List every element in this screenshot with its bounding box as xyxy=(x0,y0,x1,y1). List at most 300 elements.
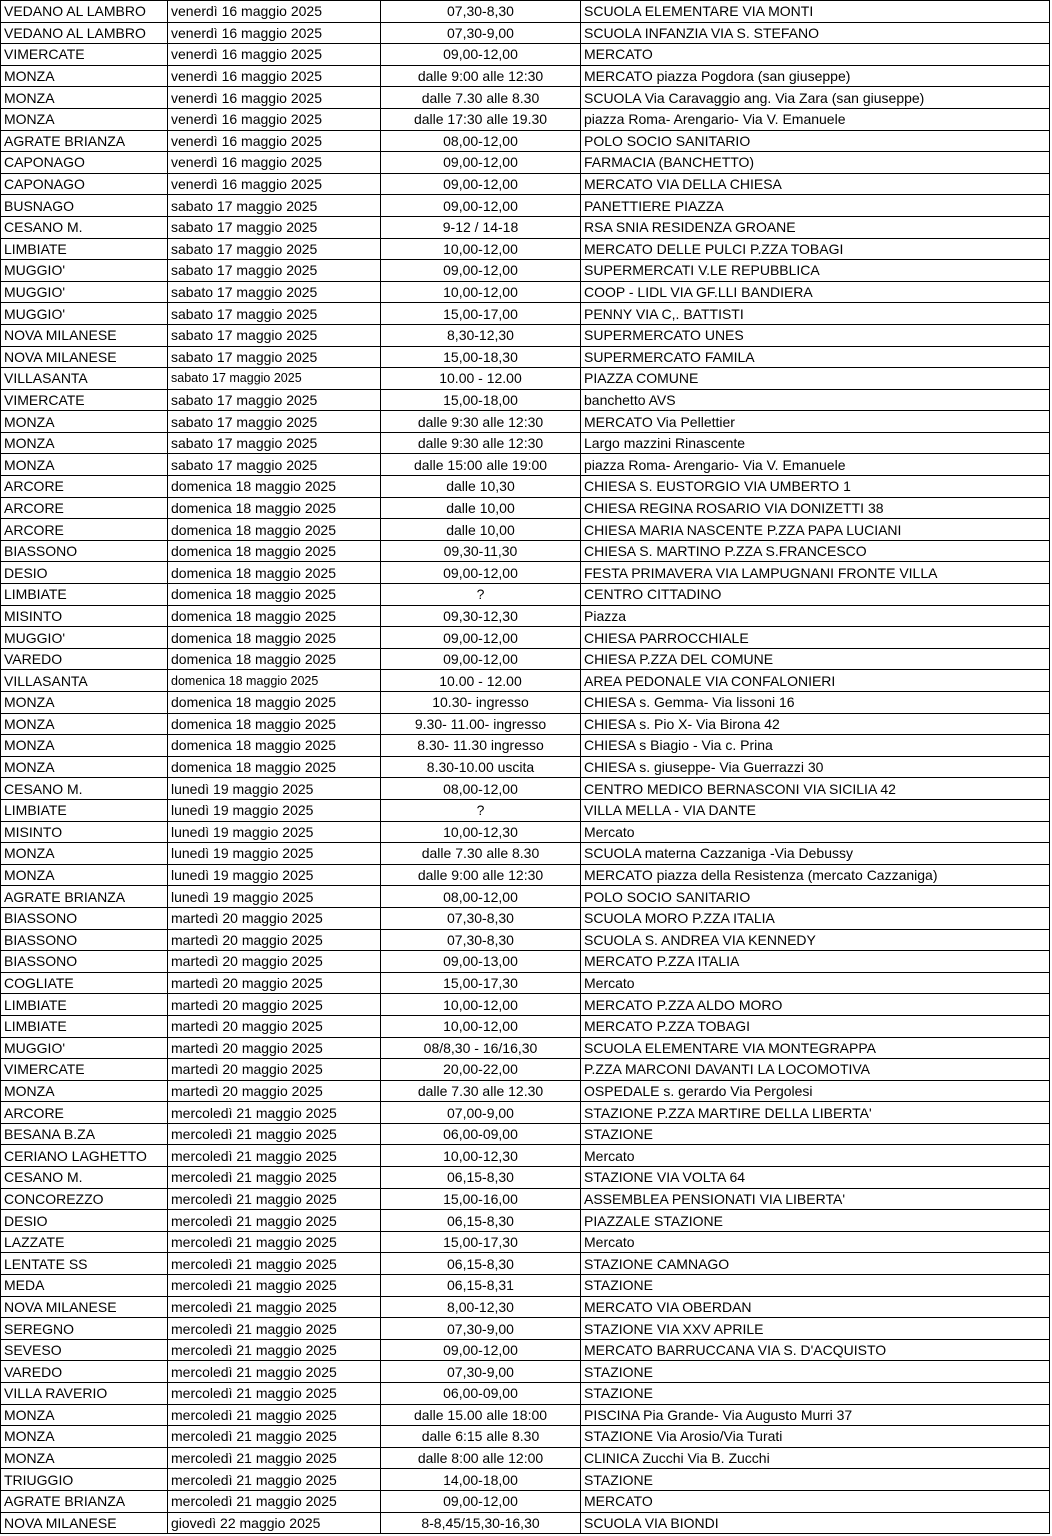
table-row xyxy=(1,605,1050,627)
date-cell: mercoledì 21 maggio 2025 xyxy=(168,1123,381,1145)
city-cell: LIMBIATE xyxy=(1,799,168,821)
time-cell: 06,00-09,00 xyxy=(381,1383,581,1405)
date-cell: domenica 18 maggio 2025 xyxy=(168,670,381,692)
table-row xyxy=(1,1059,1050,1081)
city-cell: MISINTO xyxy=(1,605,168,627)
place-cell: MERCATO BARRUCCANA VIA S. D'ACQUISTO xyxy=(581,1339,1050,1361)
table-row xyxy=(1,1318,1050,1340)
time-cell: dalle 15.00 alle 18:00 xyxy=(381,1404,581,1426)
place-cell: CHIESA s. giuseppe- Via Guerrazzi 30 xyxy=(581,756,1050,778)
table-row xyxy=(1,281,1050,303)
date-cell: sabato 17 maggio 2025 xyxy=(168,260,381,282)
place-cell: CHIESA S. EUSTORGIO VIA UMBERTO 1 xyxy=(581,476,1050,498)
place-cell: STAZIONE VIA VOLTA 64 xyxy=(581,1167,1050,1189)
table-row xyxy=(1,1037,1050,1059)
place-cell: piazza Roma- Arengario- Via V. Emanuele xyxy=(581,108,1050,130)
place-cell: CHIESA PARROCCHIALE xyxy=(581,627,1050,649)
table-row xyxy=(1,670,1050,692)
city-cell: CAPONAGO xyxy=(1,152,168,174)
time-cell: 06,15-8,31 xyxy=(381,1275,581,1297)
time-cell: 09,00-13,00 xyxy=(381,951,581,973)
place-cell: CHIESA MARIA NASCENTE P.ZZA PAPA LUCIANI xyxy=(581,519,1050,541)
city-cell: MONZA xyxy=(1,454,168,476)
date-cell: domenica 18 maggio 2025 xyxy=(168,692,381,714)
date-cell: mercoledì 21 maggio 2025 xyxy=(168,1296,381,1318)
place-cell: FARMACIA (BANCHETTO) xyxy=(581,152,1050,174)
time-cell: 09,00-12,00 xyxy=(381,173,581,195)
time-cell: 15,00-17,30 xyxy=(381,1231,581,1253)
time-cell: 09,00-12,00 xyxy=(381,1339,581,1361)
time-cell: 9-12 / 14-18 xyxy=(381,216,581,238)
date-cell: lunedì 19 maggio 2025 xyxy=(168,886,381,908)
city-cell: DESIO xyxy=(1,562,168,584)
time-cell: dalle 10,30 xyxy=(381,476,581,498)
city-cell: MONZA xyxy=(1,432,168,454)
table-row xyxy=(1,1015,1050,1037)
time-cell: dalle 9:00 alle 12:30 xyxy=(381,65,581,87)
date-cell: martedì 20 maggio 2025 xyxy=(168,951,381,973)
place-cell: Mercato xyxy=(581,1145,1050,1167)
table-row xyxy=(1,713,1050,735)
date-cell: sabato 17 maggio 2025 xyxy=(168,238,381,260)
time-cell: 09,00-12,00 xyxy=(381,562,581,584)
date-cell: mercoledì 21 maggio 2025 xyxy=(168,1210,381,1232)
date-cell: venerdì 16 maggio 2025 xyxy=(168,152,381,174)
time-cell: 07,30-8,30 xyxy=(381,929,581,951)
date-cell: sabato 17 maggio 2025 xyxy=(168,454,381,476)
place-cell: STAZIONE Via Arosio/Via Turati xyxy=(581,1426,1050,1448)
city-cell: CERIANO LAGHETTO xyxy=(1,1145,168,1167)
city-cell: MONZA xyxy=(1,1447,168,1469)
table-row xyxy=(1,519,1050,541)
time-cell: 15,00-17,30 xyxy=(381,972,581,994)
time-cell: dalle 17:30 alle 19.30 xyxy=(381,108,581,130)
table-row xyxy=(1,735,1050,757)
date-cell: domenica 18 maggio 2025 xyxy=(168,497,381,519)
table-row xyxy=(1,432,1050,454)
time-cell: 10,00-12,00 xyxy=(381,1015,581,1037)
date-cell: mercoledì 21 maggio 2025 xyxy=(168,1361,381,1383)
place-cell: SCUOLA VIA BIONDI xyxy=(581,1512,1050,1534)
city-cell: LIMBIATE xyxy=(1,584,168,606)
table-row xyxy=(1,22,1050,44)
table-row xyxy=(1,1447,1050,1469)
date-cell: martedì 20 maggio 2025 xyxy=(168,1015,381,1037)
place-cell: PISCINA Pia Grande- Via Augusto Murri 37 xyxy=(581,1404,1050,1426)
table-row xyxy=(1,260,1050,282)
city-cell: VIMERCATE xyxy=(1,389,168,411)
time-cell: 15,00-18,30 xyxy=(381,346,581,368)
table-row xyxy=(1,1426,1050,1448)
place-cell: CENTRO CITTADINO xyxy=(581,584,1050,606)
place-cell: CHIESA S. MARTINO P.ZZA S.FRANCESCO xyxy=(581,540,1050,562)
table-row xyxy=(1,1469,1050,1491)
place-cell: banchetto AVS xyxy=(581,389,1050,411)
city-cell: MONZA xyxy=(1,756,168,778)
date-cell: domenica 18 maggio 2025 xyxy=(168,540,381,562)
place-cell: SCUOLA ELEMENTARE VIA MONTEGRAPPA xyxy=(581,1037,1050,1059)
table-row xyxy=(1,778,1050,800)
time-cell: 06,15-8,30 xyxy=(381,1210,581,1232)
date-cell: martedì 20 maggio 2025 xyxy=(168,929,381,951)
table-row xyxy=(1,87,1050,109)
table-row xyxy=(1,1210,1050,1232)
time-cell: 10.00 - 12.00 xyxy=(381,368,581,390)
date-cell: domenica 18 maggio 2025 xyxy=(168,476,381,498)
place-cell: STAZIONE xyxy=(581,1275,1050,1297)
place-cell: Largo mazzini Rinascente xyxy=(581,432,1050,454)
time-cell: 07,30-8,30 xyxy=(381,907,581,929)
city-cell: MONZA xyxy=(1,692,168,714)
time-cell: 09,00-12,00 xyxy=(381,195,581,217)
place-cell: STAZIONE P.ZZA MARTIRE DELLA LIBERTA' xyxy=(581,1102,1050,1124)
date-cell: venerdì 16 maggio 2025 xyxy=(168,22,381,44)
place-cell: CHIESA s. Gemma- Via lissoni 16 xyxy=(581,692,1050,714)
date-cell: lunedì 19 maggio 2025 xyxy=(168,778,381,800)
date-cell: domenica 18 maggio 2025 xyxy=(168,584,381,606)
date-cell: sabato 17 maggio 2025 xyxy=(168,281,381,303)
table-row xyxy=(1,65,1050,87)
time-cell: 09,30-11,30 xyxy=(381,540,581,562)
table-row xyxy=(1,216,1050,238)
city-cell: LENTATE SS xyxy=(1,1253,168,1275)
time-cell: 08,00-12,00 xyxy=(381,778,581,800)
date-cell: venerdì 16 maggio 2025 xyxy=(168,108,381,130)
time-cell: 08/8,30 - 16/16,30 xyxy=(381,1037,581,1059)
time-cell: 09,00-12,00 xyxy=(381,627,581,649)
place-cell: SUPERMERCATI V.LE REPUBBLICA xyxy=(581,260,1050,282)
table-row xyxy=(1,821,1050,843)
city-cell: CESANO M. xyxy=(1,778,168,800)
table-row xyxy=(1,44,1050,66)
time-cell: 10.00 - 12.00 xyxy=(381,670,581,692)
time-cell: 10.30- ingresso xyxy=(381,692,581,714)
place-cell: P.ZZA MARCONI DAVANTI LA LOCOMOTIVA xyxy=(581,1059,1050,1081)
city-cell: SEVESO xyxy=(1,1339,168,1361)
table-row xyxy=(1,994,1050,1016)
city-cell: MONZA xyxy=(1,87,168,109)
table-row xyxy=(1,1123,1050,1145)
date-cell: domenica 18 maggio 2025 xyxy=(168,519,381,541)
table-row xyxy=(1,1,1050,23)
table-row xyxy=(1,195,1050,217)
time-cell: 8,30-12,30 xyxy=(381,324,581,346)
date-cell: domenica 18 maggio 2025 xyxy=(168,756,381,778)
date-cell: lunedì 19 maggio 2025 xyxy=(168,864,381,886)
date-cell: domenica 18 maggio 2025 xyxy=(168,713,381,735)
city-cell: BIASSONO xyxy=(1,540,168,562)
time-cell: 07,30-9,00 xyxy=(381,1318,581,1340)
city-cell: MONZA xyxy=(1,65,168,87)
date-cell: martedì 20 maggio 2025 xyxy=(168,1059,381,1081)
city-cell: TRIUGGIO xyxy=(1,1469,168,1491)
place-cell: STAZIONE CAMNAGO xyxy=(581,1253,1050,1275)
table-row xyxy=(1,324,1050,346)
city-cell: MONZA xyxy=(1,713,168,735)
place-cell: CLINICA Zucchi Via B. Zucchi xyxy=(581,1447,1050,1469)
table-row xyxy=(1,130,1050,152)
place-cell: RSA SNIA RESIDENZA GROANE xyxy=(581,216,1050,238)
place-cell: SCUOLA S. ANDREA VIA KENNEDY xyxy=(581,929,1050,951)
table-row xyxy=(1,972,1050,994)
table-row xyxy=(1,476,1050,498)
city-cell: DESIO xyxy=(1,1210,168,1232)
table-row xyxy=(1,907,1050,929)
table-row xyxy=(1,756,1050,778)
place-cell: MERCATO DELLE PULCI P.ZZA TOBAGI xyxy=(581,238,1050,260)
place-cell: SCUOLA ELEMENTARE VIA MONTI xyxy=(581,1,1050,23)
city-cell: NOVA MILANESE xyxy=(1,1512,168,1534)
place-cell: CENTRO MEDICO BERNASCONI VIA SICILIA 42 xyxy=(581,778,1050,800)
time-cell: 07,30-9,00 xyxy=(381,1361,581,1383)
date-cell: mercoledì 21 maggio 2025 xyxy=(168,1167,381,1189)
table-row xyxy=(1,540,1050,562)
place-cell: STAZIONE xyxy=(581,1383,1050,1405)
table-row xyxy=(1,108,1050,130)
table-row xyxy=(1,497,1050,519)
city-cell: CESANO M. xyxy=(1,216,168,238)
date-cell: mercoledì 21 maggio 2025 xyxy=(168,1188,381,1210)
city-cell: AGRATE BRIANZA xyxy=(1,886,168,908)
table-row xyxy=(1,1490,1050,1512)
time-cell: dalle 7.30 alle 12.30 xyxy=(381,1080,581,1102)
time-cell: 10,00-12,30 xyxy=(381,821,581,843)
place-cell: PIAZZALE STAZIONE xyxy=(581,1210,1050,1232)
city-cell: BIASSONO xyxy=(1,951,168,973)
time-cell: 10,00-12,30 xyxy=(381,1145,581,1167)
place-cell: MERCATO Via Pellettier xyxy=(581,411,1050,433)
date-cell: domenica 18 maggio 2025 xyxy=(168,735,381,757)
date-cell: mercoledì 21 maggio 2025 xyxy=(168,1318,381,1340)
city-cell: MONZA xyxy=(1,1426,168,1448)
place-cell: PIAZZA COMUNE xyxy=(581,368,1050,390)
time-cell: 08,00-12,00 xyxy=(381,886,581,908)
time-cell: 06,15-8,30 xyxy=(381,1253,581,1275)
place-cell: SCUOLA MORO P.ZZA ITALIA xyxy=(581,907,1050,929)
time-cell: dalle 9:30 alle 12:30 xyxy=(381,432,581,454)
table-row xyxy=(1,1404,1050,1426)
table-row xyxy=(1,454,1050,476)
date-cell: mercoledì 21 maggio 2025 xyxy=(168,1102,381,1124)
time-cell: dalle 9:30 alle 12:30 xyxy=(381,411,581,433)
date-cell: mercoledì 21 maggio 2025 xyxy=(168,1383,381,1405)
place-cell: CHIESA s. Pio X- Via Birona 42 xyxy=(581,713,1050,735)
table-row xyxy=(1,173,1050,195)
date-cell: venerdì 16 maggio 2025 xyxy=(168,65,381,87)
time-cell: 20,00-22,00 xyxy=(381,1059,581,1081)
date-cell: sabato 17 maggio 2025 xyxy=(168,216,381,238)
time-cell: 06,00-09,00 xyxy=(381,1123,581,1145)
place-cell: MERCATO P.ZZA ITALIA xyxy=(581,951,1050,973)
date-cell: sabato 17 maggio 2025 xyxy=(168,346,381,368)
table-row xyxy=(1,238,1050,260)
table-row xyxy=(1,1102,1050,1124)
place-cell: FESTA PRIMAVERA VIA LAMPUGNANI FRONTE VILLA xyxy=(581,562,1050,584)
date-cell: sabato 17 maggio 2025 xyxy=(168,324,381,346)
time-cell: 07,30-9,00 xyxy=(381,22,581,44)
date-cell: martedì 20 maggio 2025 xyxy=(168,1037,381,1059)
place-cell: MERCATO xyxy=(581,44,1050,66)
table-row xyxy=(1,951,1050,973)
place-cell: SCUOLA INFANZIA VIA S. STEFANO xyxy=(581,22,1050,44)
city-cell: VAREDO xyxy=(1,648,168,670)
place-cell: PENNY VIA C,. BATTISTI xyxy=(581,303,1050,325)
city-cell: NOVA MILANESE xyxy=(1,346,168,368)
city-cell: CAPONAGO xyxy=(1,173,168,195)
place-cell: SUPERMERCATO FAMILA xyxy=(581,346,1050,368)
date-cell: mercoledì 21 maggio 2025 xyxy=(168,1275,381,1297)
table-row xyxy=(1,864,1050,886)
time-cell: 09,00-12,00 xyxy=(381,44,581,66)
date-cell: martedì 20 maggio 2025 xyxy=(168,994,381,1016)
date-cell: martedì 20 maggio 2025 xyxy=(168,1080,381,1102)
place-cell: COOP - LIDL VIA GF.LLI BANDIERA xyxy=(581,281,1050,303)
city-cell: VEDANO AL LAMBRO xyxy=(1,1,168,23)
time-cell: 8.30- 11.30 ingresso xyxy=(381,735,581,757)
city-cell: LAZZATE xyxy=(1,1231,168,1253)
table-row xyxy=(1,1383,1050,1405)
city-cell: BIASSONO xyxy=(1,907,168,929)
city-cell: AGRATE BRIANZA xyxy=(1,1490,168,1512)
table-row xyxy=(1,346,1050,368)
time-cell: 09,30-12,30 xyxy=(381,605,581,627)
date-cell: venerdì 16 maggio 2025 xyxy=(168,87,381,109)
table-row xyxy=(1,1167,1050,1189)
table-row xyxy=(1,1231,1050,1253)
date-cell: lunedì 19 maggio 2025 xyxy=(168,843,381,865)
table-row xyxy=(1,562,1050,584)
date-cell: mercoledì 21 maggio 2025 xyxy=(168,1253,381,1275)
place-cell: AREA PEDONALE VIA CONFALONIERI xyxy=(581,670,1050,692)
time-cell: ? xyxy=(381,799,581,821)
city-cell: BESANA B.ZA xyxy=(1,1123,168,1145)
city-cell: MUGGIO' xyxy=(1,303,168,325)
table-row xyxy=(1,1296,1050,1318)
city-cell: BUSNAGO xyxy=(1,195,168,217)
city-cell: MONZA xyxy=(1,864,168,886)
date-cell: mercoledì 21 maggio 2025 xyxy=(168,1469,381,1491)
date-cell: mercoledì 21 maggio 2025 xyxy=(168,1339,381,1361)
city-cell: ARCORE xyxy=(1,476,168,498)
time-cell: 10,00-12,00 xyxy=(381,994,581,1016)
time-cell: dalle 7.30 alle 8.30 xyxy=(381,87,581,109)
table-row xyxy=(1,152,1050,174)
date-cell: domenica 18 maggio 2025 xyxy=(168,562,381,584)
time-cell: 09,00-12,00 xyxy=(381,648,581,670)
date-cell: mercoledì 21 maggio 2025 xyxy=(168,1490,381,1512)
date-cell: mercoledì 21 maggio 2025 xyxy=(168,1404,381,1426)
city-cell: BIASSONO xyxy=(1,929,168,951)
city-cell: MONZA xyxy=(1,735,168,757)
date-cell: martedì 20 maggio 2025 xyxy=(168,907,381,929)
place-cell: STAZIONE xyxy=(581,1361,1050,1383)
place-cell: Mercato xyxy=(581,972,1050,994)
table-row xyxy=(1,627,1050,649)
place-cell: CHIESA s Biagio - Via c. Prina xyxy=(581,735,1050,757)
time-cell: 9.30- 11.00- ingresso xyxy=(381,713,581,735)
city-cell: VIMERCATE xyxy=(1,44,168,66)
place-cell: MERCATO piazza Pogdora (san giuseppe) xyxy=(581,65,1050,87)
time-cell: dalle 8:00 alle 12:00 xyxy=(381,1447,581,1469)
table-row xyxy=(1,1275,1050,1297)
table-row xyxy=(1,303,1050,325)
time-cell: 09,00-12,00 xyxy=(381,1490,581,1512)
city-cell: LIMBIATE xyxy=(1,994,168,1016)
place-cell: CHIESA REGINA ROSARIO VIA DONIZETTI 38 xyxy=(581,497,1050,519)
place-cell: POLO SOCIO SANITARIO xyxy=(581,130,1050,152)
table-row xyxy=(1,799,1050,821)
table-row xyxy=(1,1145,1050,1167)
time-cell: dalle 9:00 alle 12:30 xyxy=(381,864,581,886)
table-row xyxy=(1,1080,1050,1102)
place-cell: MERCATO xyxy=(581,1490,1050,1512)
time-cell: 07,00-9,00 xyxy=(381,1102,581,1124)
city-cell: MUGGIO' xyxy=(1,281,168,303)
date-cell: sabato 17 maggio 2025 xyxy=(168,303,381,325)
place-cell: SUPERMERCATO UNES xyxy=(581,324,1050,346)
city-cell: ARCORE xyxy=(1,519,168,541)
date-cell: mercoledì 21 maggio 2025 xyxy=(168,1447,381,1469)
city-cell: SEREGNO xyxy=(1,1318,168,1340)
time-cell: dalle 15:00 alle 19:00 xyxy=(381,454,581,476)
table-row xyxy=(1,1253,1050,1275)
time-cell: 10,00-12,00 xyxy=(381,238,581,260)
city-cell: VILLASANTA xyxy=(1,368,168,390)
table-row xyxy=(1,389,1050,411)
place-cell: MERCATO piazza della Resistenza (mercato Cazzaniga) xyxy=(581,864,1050,886)
time-cell: 08,00-12,00 xyxy=(381,130,581,152)
city-cell: CONCOREZZO xyxy=(1,1188,168,1210)
date-cell: sabato 17 maggio 2025 xyxy=(168,411,381,433)
place-cell: STAZIONE xyxy=(581,1123,1050,1145)
date-cell: sabato 17 maggio 2025 xyxy=(168,368,381,390)
time-cell: 14,00-18,00 xyxy=(381,1469,581,1491)
city-cell: LIMBIATE xyxy=(1,238,168,260)
place-cell: Piazza xyxy=(581,605,1050,627)
city-cell: MONZA xyxy=(1,1080,168,1102)
place-cell: piazza Roma- Arengario- Via V. Emanuele xyxy=(581,454,1050,476)
date-cell: sabato 17 maggio 2025 xyxy=(168,389,381,411)
place-cell: MERCATO VIA OBERDAN xyxy=(581,1296,1050,1318)
place-cell: Mercato xyxy=(581,1231,1050,1253)
place-cell: VILLA MELLA - VIA DANTE xyxy=(581,799,1050,821)
time-cell: 07,30-8,30 xyxy=(381,1,581,23)
table-row xyxy=(1,886,1050,908)
table-row xyxy=(1,1339,1050,1361)
city-cell: MISINTO xyxy=(1,821,168,843)
date-cell: lunedì 19 maggio 2025 xyxy=(168,821,381,843)
city-cell: MUGGIO' xyxy=(1,260,168,282)
schedule-rows xyxy=(1,1,1050,1534)
place-cell: ASSEMBLEA PENSIONATI VIA LIBERTA' xyxy=(581,1188,1050,1210)
place-cell: SCUOLA materna Cazzaniga -Via Debussy xyxy=(581,843,1050,865)
date-cell: mercoledì 21 maggio 2025 xyxy=(168,1231,381,1253)
date-cell: domenica 18 maggio 2025 xyxy=(168,648,381,670)
place-cell: POLO SOCIO SANITARIO xyxy=(581,886,1050,908)
date-cell: giovedì 22 maggio 2025 xyxy=(168,1512,381,1534)
date-cell: sabato 17 maggio 2025 xyxy=(168,432,381,454)
date-cell: martedì 20 maggio 2025 xyxy=(168,972,381,994)
place-cell: MERCATO P.ZZA ALDO MORO xyxy=(581,994,1050,1016)
city-cell: VILLA RAVERIO xyxy=(1,1383,168,1405)
table-row xyxy=(1,1188,1050,1210)
city-cell: LIMBIATE xyxy=(1,1015,168,1037)
city-cell: NOVA MILANESE xyxy=(1,324,168,346)
date-cell: domenica 18 maggio 2025 xyxy=(168,627,381,649)
city-cell: MONZA xyxy=(1,843,168,865)
place-cell: CHIESA P.ZZA DEL COMUNE xyxy=(581,648,1050,670)
city-cell: ARCORE xyxy=(1,1102,168,1124)
